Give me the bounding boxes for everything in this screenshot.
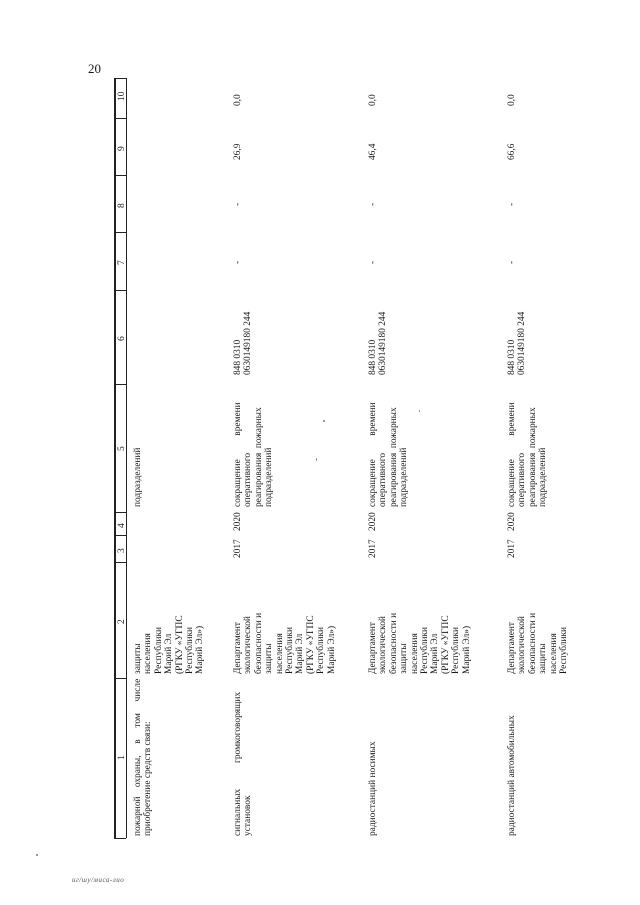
scan-speck — [323, 420, 325, 422]
row1-col2: Департамент экологической безопасности и защиты населения Республики Марий Эл (РГКУ «УГПС Республики Марий Эл») — [233, 612, 337, 674]
table-top-rule — [114, 78, 116, 838]
row3-col5: сокращение времени оперативного реагирования пожарных подразделений — [507, 402, 549, 507]
column-separator — [114, 678, 126, 679]
scan-speck — [316, 458, 317, 461]
row1-col1: сигнальных громкоговорящих установок — [233, 691, 254, 836]
page-number: 20 — [88, 61, 101, 76]
row3-col1: радиостанций автомобильных — [507, 715, 517, 836]
row3-col9: 66,6 — [507, 143, 517, 160]
row2-col1: радиостанций носимых — [368, 741, 378, 836]
row3-col6: 848 0310 0630149180 244 — [507, 311, 528, 375]
row1-col6: 848 0310 0630149180 244 — [233, 311, 254, 375]
row1-col8: - — [233, 202, 243, 206]
table-header-rule — [126, 78, 127, 838]
column-separator — [114, 175, 126, 176]
scan-speck — [419, 410, 420, 412]
row1-col4: 2020 — [233, 512, 243, 531]
column-separator — [114, 232, 126, 233]
column-separator — [114, 118, 126, 119]
col-number-6: 6 — [116, 336, 127, 341]
row3-col3: 2017 — [507, 539, 517, 558]
row1-col10: 0,0 — [233, 94, 243, 106]
table-bottom-rule — [114, 838, 126, 839]
row3-col7: - — [507, 260, 517, 264]
column-separator — [114, 562, 126, 563]
column-separator — [114, 384, 126, 385]
col-number-1: 1 — [116, 755, 127, 760]
column-separator — [114, 512, 126, 513]
col-number-2: 2 — [116, 619, 127, 624]
row2-col8: - — [368, 202, 378, 206]
row3-col10: 0,0 — [507, 94, 517, 106]
row2-col7: - — [368, 260, 378, 264]
column-separator — [114, 535, 126, 536]
col-number-5: 5 — [116, 446, 127, 451]
row1-col3: 2017 — [233, 539, 243, 558]
intro-row-col2: защиты населения Республики Марий Эл (РГКУ «УГПС Республики Марий Эл») — [133, 615, 206, 674]
col-number-7: 7 — [116, 260, 127, 265]
row3-col8: - — [507, 202, 517, 206]
column-separator — [114, 290, 126, 291]
col-number-8: 8 — [116, 203, 127, 208]
row2-col10: 0,0 — [368, 94, 378, 106]
table-left-rule — [114, 78, 126, 79]
row2-col2: Департамент экологической безопасности и защиты населения Республики Марий Эл (РГКУ «УГПС Республики Марий Эл») — [368, 612, 472, 674]
row2-col4: 2020 — [368, 512, 378, 531]
col-number-3: 3 — [116, 548, 127, 553]
row2-col9: 46,4 — [368, 143, 378, 160]
scan-speck — [36, 854, 38, 856]
row2-col6: 848 0310 0630149180 244 — [368, 311, 389, 375]
margin-scribble: иг/шу/миса-лио — [72, 876, 125, 884]
row1-col7: - — [233, 260, 243, 264]
intro-row-col5: подразделений — [133, 447, 143, 507]
row2-col5: сокращение времени оперативного реагирования пожарных подразделений — [368, 402, 410, 507]
row3-col2: Департамент экологической безопасности и защиты населения Республики — [507, 612, 570, 674]
row1-col5: сокращение времени оперативного реагирования пожарных подразделений — [233, 402, 275, 507]
row3-col4: 2020 — [507, 512, 517, 531]
row2-col3: 2017 — [368, 539, 378, 558]
col-number-4: 4 — [116, 523, 127, 528]
col-number-9: 9 — [116, 146, 127, 151]
intro-row-col1: пожарной охраны, в том числе приобретение средств связи: — [133, 678, 154, 836]
row1-col9: 26,9 — [233, 143, 243, 160]
col-number-10: 10 — [116, 91, 127, 101]
